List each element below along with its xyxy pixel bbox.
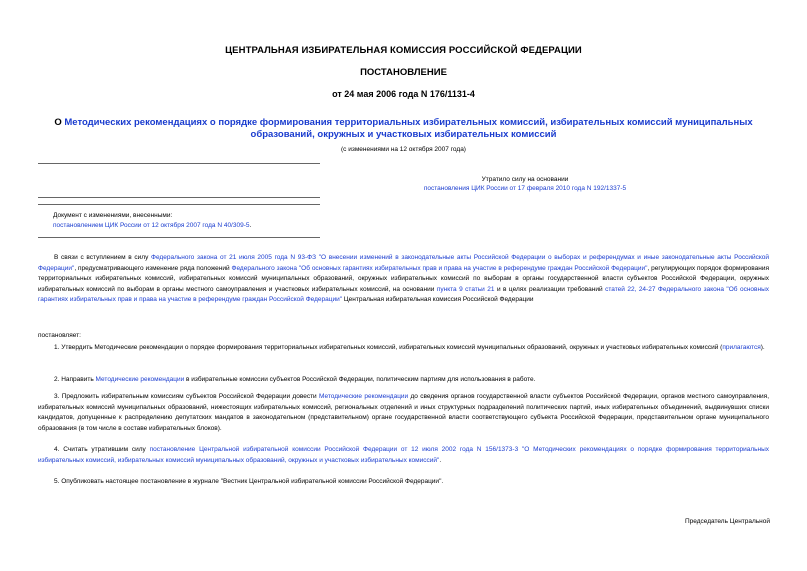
- item-2-paragraph: 2. Направить Методические рекомендации в избирательные комиссии субъектов Российской Федерации, политическим партиям для использования в работе.: [54, 376, 536, 383]
- amended-doc-reference: постановлением ЦИК России от 12 октября 2007 года N 40/309-5.: [53, 222, 252, 229]
- lost-force-reference: [250, 185, 800, 192]
- decrees-line: постановляет:: [38, 332, 81, 339]
- federal-law-93-link[interactable]: Федерального закона от 21 июля 2005 года N 93-ФЗ "О внесении изменений в законодательные акты Российской Федерации о выборах и референдумах и иные законодательные акты Российской Федерации": [38, 254, 769, 272]
- attached-link[interactable]: прилагаются: [722, 344, 761, 351]
- divider-line: [38, 163, 320, 164]
- lost-force-label: Утратило силу на основании: [481, 176, 569, 183]
- federal-law-guarantees-link[interactable]: Федерального закона "Об основных гарантиях избирательных прав и права на участие в референдуме граждан Российской Федерации": [231, 264, 648, 272]
- item-3-paragraph: 3. Предложить избирательным комиссиям субъектов Российской Федерации довести Методические рекомендации до сведения органов государственной власти субъектов Российской Федерации, органов местного самоуправления, избирательных комиссий муниципальных образований, нижестоящих избирательных комиссий, региональных отделений и иных структурных подразделений политических партий, иных избирательных объединений, выдвинувших списки кандидатов, допущенные к распределению депутатских мандатов в законодательном (представительном) органе государственной власти соответствующего субъекта Российской Федерации, представительном органе муниципального образования (в том числе в составе избирательных блоков).: [38, 393, 769, 432]
- item-5-paragraph: 5. Опубликовать настоящее постановление в журнале "Вестник Центральной избирательной комиссии Российской Федерации".: [54, 478, 444, 485]
- divider-line: [38, 237, 320, 238]
- lost-force-link[interactable]: постановления ЦИК России от 17 февраля 2010 года N 192/1337-5: [423, 185, 627, 192]
- amendment-note: (с изменениями на 12 октября 2007 года): [341, 146, 466, 153]
- item-1-paragraph: 1. Утвердить Методические рекомендации о порядке формирования территориальных избирательных комиссий, избирательных комиссий муниципальных образований, окружных и участковых избирательных комиссий (прилагаются).: [54, 344, 765, 351]
- articles-22-27-link[interactable]: статей 22, 24-27 Федерального закона "Об основных гарантиях избирательных прав и права на участие в референдуме граждан Российской Федерации": [38, 285, 769, 303]
- amended-doc-label: Документ с изменениями, внесенными:: [53, 212, 173, 219]
- organization-heading: ЦЕНТРАЛЬНАЯ ИЗБИРАТЕЛЬНАЯ КОМИССИЯ РОССИЙСКОЙ ФЕДЕРАЦИИ: [225, 45, 582, 56]
- signature-line: Председатель Центральной: [684, 518, 770, 525]
- article-21-link[interactable]: пункта 9 статьи 21: [436, 285, 495, 293]
- preamble-paragraph: В связи с вступлением в силу Федерального закона от 21 июля 2005 года N 93-ФЗ "О внесении изменений в законодательные акты Российской Федерации о выборах и референдумах и иные законодательные акты Российской Федерации", предусматривающего изменение ряда положений Федерального закона "Об основных гарантиях избирательных прав и права на участие в референдуме граждан Российской Федерации", регулирующих порядок формирования территориальных избирательных комиссий, избирательных комиссий муниципальных образований, окружных избирательных комиссий по выборам в органы государственной власти субъектов Российской Федерации, окружных избирательных комиссий по выборам в органы местного самоуправления и участковых избирательных комиссий, на основании пункта 9 статьи 21 и в целях реализации требований статей 22, 24-27 Федерального закона "Об основных гарантиях избирательных прав и права на участие в референдуме граждан Российской Федерации" Центральная избирательная комиссия Российской Федерации: [38, 254, 769, 303]
- method-recs-link[interactable]: Методические рекомендации: [95, 376, 185, 383]
- method-recs-link-2[interactable]: Методические рекомендации: [319, 393, 409, 400]
- item-4-paragraph: 4. Считать утратившим силу постановление Центральной избирательной комиссии Российской Федерации от 12 июля 2002 года N 156/1373-3 "О Методических рекомендациях о порядке формирования территориальных избирательных комиссий, избирательных комиссий муниципальных образований, окружных и участковых избирательных комиссий".: [38, 446, 770, 464]
- title-prefix: О: [54, 117, 65, 128]
- document-date-number: от 24 мая 2006 года N 176/1131-4: [332, 89, 475, 99]
- amended-doc-link[interactable]: постановлением ЦИК России от 12 октября 2007 года N 40/309-5: [53, 222, 250, 229]
- resolution-2002-link[interactable]: постановление Центральной избирательной комиссии Российской Федерации от 12 июля 2002 года N 156/1373-3 "О Методических рекомендациях о порядке формирования территориальных избирательных комиссий, избирательных комиссий муниципальных образований, окружных и участковых избирательных комиссий": [38, 446, 770, 464]
- document-title: [30, 117, 777, 141]
- divider-line: [38, 204, 320, 205]
- title-link[interactable]: Методических рекомендациях о порядке формирования территориальных избирательных комиссий, избирательных комиссий муниципальных образований, окружных и участковых избирательных комиссий: [64, 117, 753, 140]
- divider-line: [38, 197, 320, 198]
- document-type-heading: ПОСТАНОВЛЕНИЕ: [360, 67, 447, 78]
